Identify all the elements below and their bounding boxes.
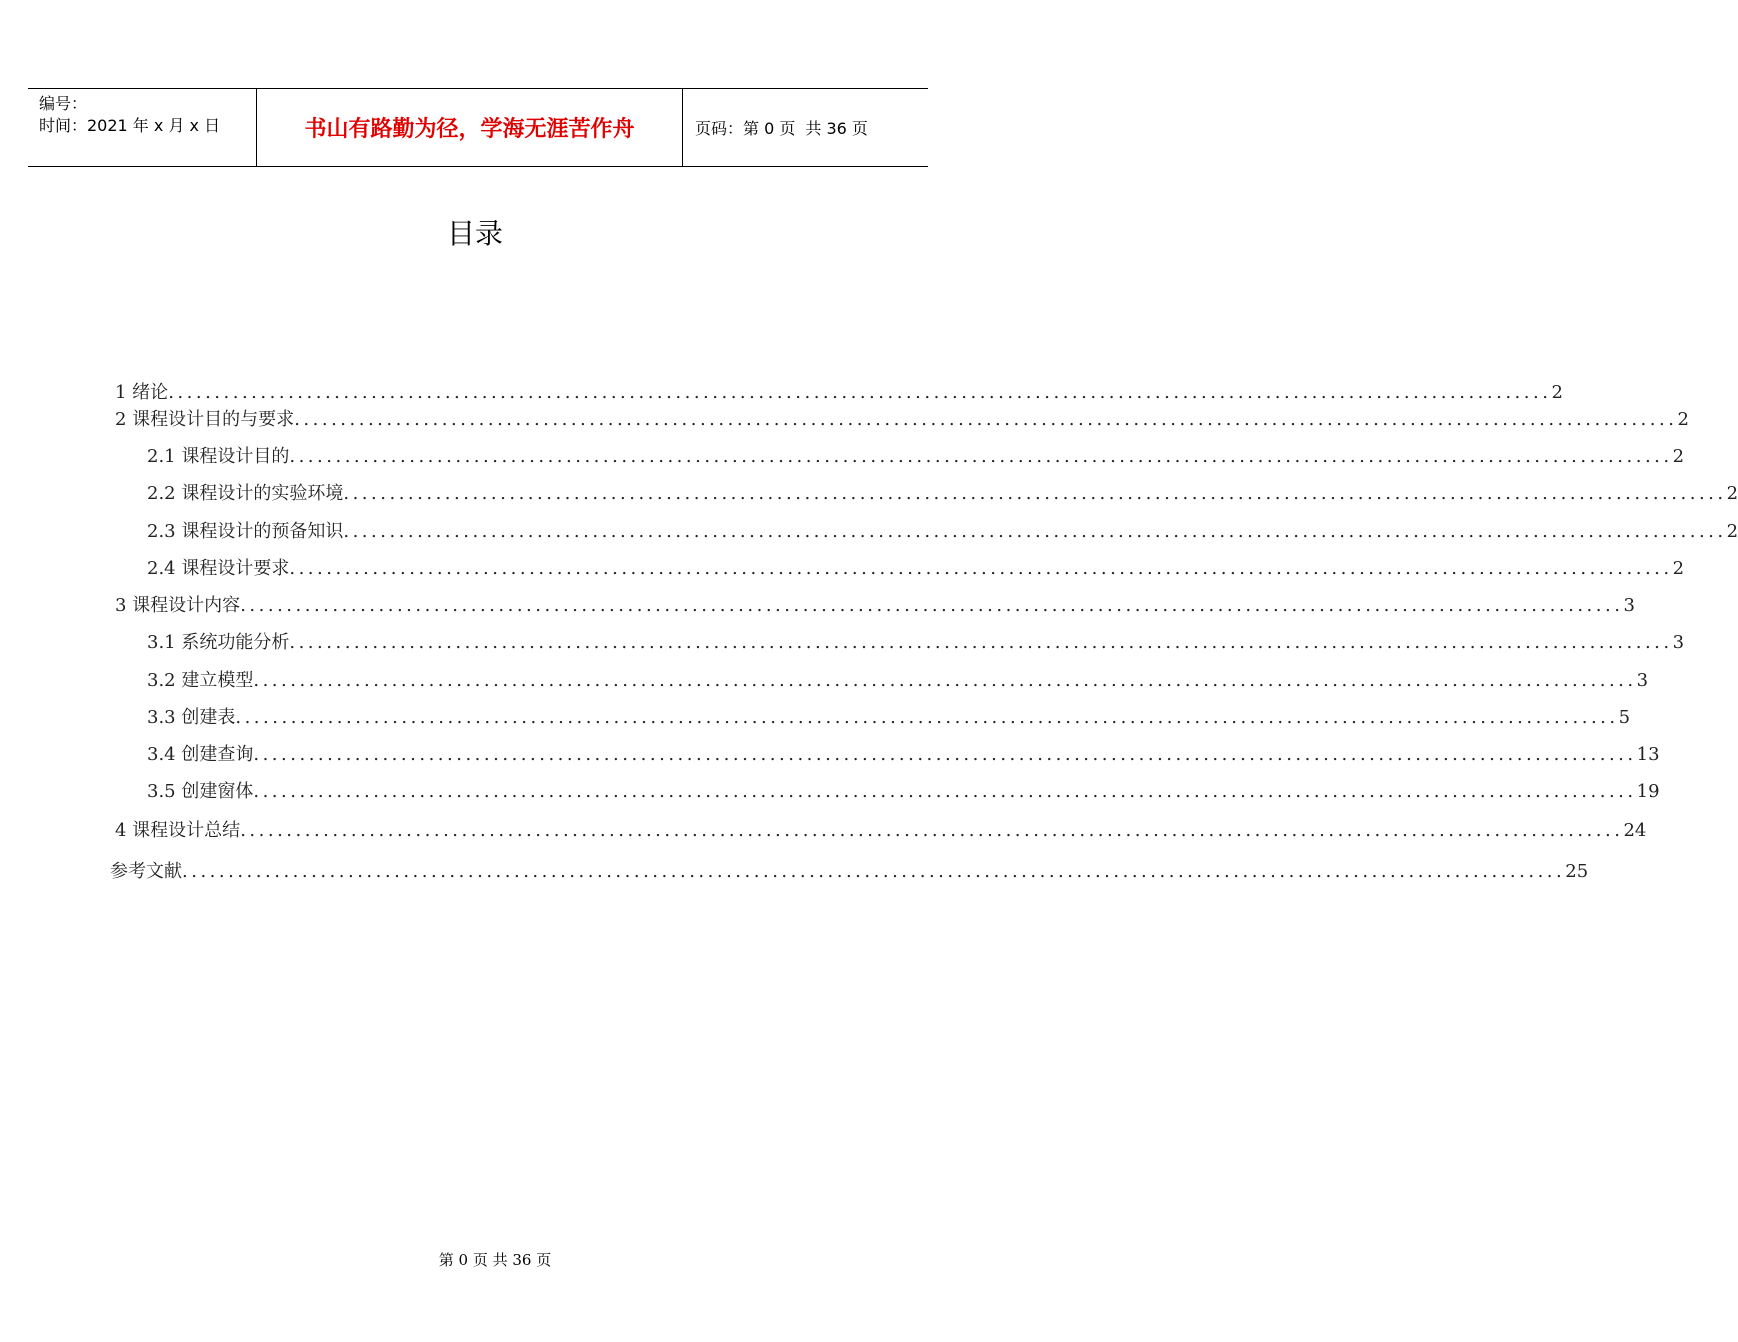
toc-leader-dots: ...................................................................................................................................................... (240, 595, 1624, 616)
toc-entry-label: 3.3 创建表 (147, 707, 236, 728)
toc-entry-label: 3.2 建立模型 (147, 670, 254, 691)
toc-entry-label: 2 课程设计目的与要求 (115, 409, 295, 430)
toc-entry-label: 3 课程设计内容 (115, 595, 241, 616)
toc-entry[interactable] (147, 554, 1685, 580)
toc-entry-page: 3 (1636, 670, 1649, 691)
toc-leader-dots: ...................................................................................................................................................... (289, 558, 1673, 579)
toc-entry-page: 25 (1565, 861, 1589, 882)
toc-leader-dots: ...................................................................................................................................................... (235, 707, 1619, 728)
toc-entry-page: 2 (1672, 446, 1685, 467)
page-label: 页码：第 0 页 (695, 119, 796, 138)
time-label: 时间：2021 年 x 月 x 日 (39, 116, 221, 135)
toc-entry-page: 5 (1618, 707, 1631, 728)
toc-entry-page: 3 (1623, 595, 1635, 616)
toc-entry[interactable] (147, 442, 1685, 468)
toc-entry[interactable] (115, 816, 1647, 842)
toc-entry[interactable] (147, 777, 1660, 803)
toc-leader-dots: ...................................................................................................................................................... (253, 744, 1637, 765)
toc-leader-dots: ...................................................................................................................................................... (343, 521, 1727, 542)
toc-entry-page: 13 (1636, 744, 1660, 765)
toc-entry[interactable] (115, 591, 1635, 617)
toc-entry-label: 参考文献 (110, 861, 182, 882)
toc-entry[interactable] (115, 405, 1689, 431)
toc-entry-label: 2.1 课程设计目的 (147, 446, 290, 467)
toc-leader-dots: ...................................................................................................................................................... (168, 382, 1552, 403)
toc-entry[interactable] (147, 740, 1660, 766)
header-page-cell (683, 89, 928, 166)
toc-entry[interactable] (147, 628, 1685, 654)
toc-entry[interactable] (110, 857, 1589, 883)
toc-entry-page: 2 (1677, 409, 1689, 430)
toc-entry-label: 2.3 课程设计的预备知识 (147, 521, 344, 542)
toc-entry-page: 2 (1726, 483, 1738, 504)
toc-entry-page: 3 (1672, 632, 1685, 653)
toc-leader-dots: ...................................................................................................................................................... (294, 409, 1678, 430)
toc-entry[interactable] (147, 703, 1631, 729)
toc-entry-label: 4 课程设计总结 (115, 820, 241, 841)
toc-entry-page: 2 (1726, 521, 1738, 542)
toc-entry-label: 3.4 创建查询 (147, 744, 254, 765)
toc-entry[interactable] (147, 479, 1738, 505)
toc-entry-page: 2 (1672, 558, 1685, 579)
toc-entry[interactable] (147, 517, 1738, 543)
toc-entry[interactable] (147, 666, 1649, 692)
toc-entry-page: 24 (1623, 820, 1647, 841)
toc-entry-page: 19 (1636, 781, 1660, 802)
toc-leader-dots: ...................................................................................................................................................... (289, 446, 1673, 467)
header-motto: 书山有路勤为径，学海无涯苦作舟 (257, 89, 683, 166)
toc-entry-label: 3.1 系统功能分析 (147, 632, 290, 653)
toc-leader-dots: ...................................................................................................................................................... (240, 820, 1624, 841)
toc-entry[interactable] (115, 378, 1563, 404)
toc-leader-dots: ...................................................................................................................................................... (253, 670, 1637, 691)
toc-entry-label: 3.5 创建窗体 (147, 781, 254, 802)
toc-leader-dots: ...................................................................................................................................................... (253, 781, 1637, 802)
document-header (28, 88, 928, 167)
header-info-cell (28, 89, 257, 166)
number-label: 编号： (39, 94, 88, 113)
toc-leader-dots: ...................................................................................................................................................... (182, 861, 1566, 882)
total-pages-label: 共 36 页 (805, 119, 868, 138)
toc-leader-dots: ...................................................................................................................................................... (289, 632, 1673, 653)
toc-leader-dots: ...................................................................................................................................................... (343, 483, 1727, 504)
toc-entry-label: 1 绪论 (115, 382, 169, 403)
toc-entry-label: 2.2 课程设计的实验环境 (147, 483, 344, 504)
toc-title: 目录 (446, 217, 503, 250)
page-footer: 第 0 页 共 36 页 (438, 1251, 552, 1269)
toc-entry-label: 2.4 课程设计要求 (147, 558, 290, 579)
toc-entry-page: 2 (1551, 382, 1563, 403)
